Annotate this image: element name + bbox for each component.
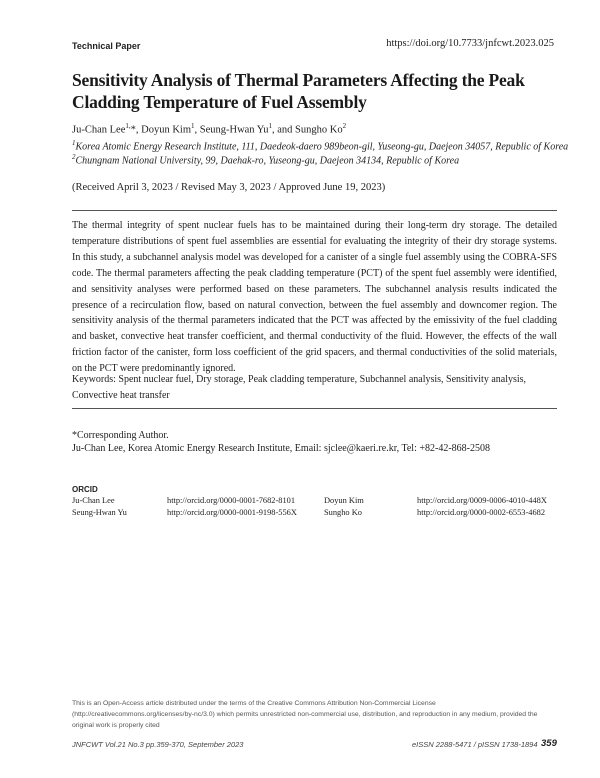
orcid-row bbox=[72, 508, 572, 520]
issn-info: eISSN 2288-5471 / pISSN 1738-1894 bbox=[412, 740, 538, 749]
paper-title: Sensitivity Analysis of Thermal Parameters Affecting the Peak Cladding Temperature of Fuel Assembly bbox=[72, 70, 525, 112]
doi-link[interactable]: https://doi.org/10.7733/jnfcwt.2023.025 bbox=[386, 38, 554, 49]
corresponding-author-label: *Corresponding Author. bbox=[72, 430, 169, 441]
submission-dates: (Received April 3, 2023 / Revised May 3, 2023 / Approved June 19, 2023) bbox=[72, 182, 386, 193]
author-affiliation-mark: 1, bbox=[125, 122, 131, 130]
orcid-row bbox=[72, 496, 572, 508]
author-affiliation-mark: 1 bbox=[268, 122, 272, 130]
orcid-author-name: Doyun Kim bbox=[324, 496, 364, 505]
orcid-author-name: Ju-Chan Lee bbox=[72, 496, 115, 505]
author-name: Ju-Chan Lee bbox=[72, 124, 126, 136]
abstract-top-divider bbox=[72, 210, 557, 211]
keywords: Keywords: Spent nuclear fuel, Dry storage, Peak cladding temperature, Subchannel analysis, Sensitivity analysis, Convective heat transfer bbox=[72, 374, 527, 401]
article-type-label: Technical Paper bbox=[72, 41, 141, 51]
page-number: 359 bbox=[541, 738, 557, 749]
license-notice: This is an Open-Access article distributed under the terms of the Creative Commons Attribution Non-Commercial License (http://creativecommons.org/licenses/by-nc/3.0) which permits unrestricted non-commercial use, distribution, and reproduction in any medium, provided the original work is properly cited bbox=[72, 700, 538, 729]
author-name: Sungho Ko bbox=[295, 124, 343, 136]
orcid-link[interactable]: http://orcid.org/0009-0006-4010-448X bbox=[417, 496, 547, 505]
affiliation-mark: 1 bbox=[72, 139, 76, 147]
author-affiliation-mark: 1 bbox=[190, 122, 195, 130]
corresponding-mark: * bbox=[130, 124, 136, 136]
author-name: Doyun Kim bbox=[141, 124, 191, 136]
affiliation-text: Chungnam National University, 99, Daehak-ro, Yuseong-gu, Daejeon 34134, Republic of Korea bbox=[75, 155, 460, 167]
orcid-heading: ORCID bbox=[72, 485, 98, 494]
orcid-author-name: Sungho Ko bbox=[324, 508, 362, 517]
affiliation bbox=[72, 139, 568, 152]
author-affiliation-mark: 2 bbox=[342, 122, 347, 130]
author-list: Ju-Chan Lee$^{1,}$*, Doyun Kim$^1$, Seung-Hwan Yu$^1$, and Sungho Ko$^2$ bbox=[72, 122, 347, 136]
orcid-link[interactable]: http://orcid.org/0000-0001-7682-8101 bbox=[167, 496, 296, 505]
abstract-text: The thermal integrity of spent nuclear fuels has to be maintained during their long-term dry storage. The detailed temperature distributions of spent fuel assemblies are essential for evaluating the integrity of their dry storage systems. In this study, a subchannel analysis model was developed for a canister of a single fuel assembly using the COBRA-SFS code. The thermal parameters affecting the peak cladding temperature (PCT) of the spent fuel assembly were identified, and sensitivity analyses were performed based on these parameters. The subchannel analysis results indicated the presence of a recirculation flow, based on natural convection, between the fuel assembly and downcomer region. The sensitivity analysis of the thermal parameters indicated that the PCT was affected by the emissivity of the fuel cladding and basket, convective heat transfer coefficient, and thermal conductivity of the fluid. However, the effects of the wall friction factor of the canister, form loss coefficient of the grid spacers, and thermal conductivities of the solid materials, on the PCT were predominantly ignored. bbox=[72, 220, 557, 375]
author-name: Seung-Hwan Yu bbox=[199, 124, 269, 136]
corresponding-author-detail: Ju-Chan Lee, Korea Atomic Energy Research Institute, Email: sjclee@kaeri.re.kr, Tel: +82-42-868-2508 bbox=[72, 443, 490, 454]
affiliation-text: Korea Atomic Energy Research Institute, 111, Daedeok-daero 989beon-gil, Yuseong-gu, Daejeon 34057, Republic of Korea bbox=[75, 141, 569, 153]
orcid-link[interactable]: http://orcid.org/0000-0002-6553-4682 bbox=[417, 508, 546, 517]
orcid-author-name: Seung-Hwan Yu bbox=[72, 508, 127, 517]
abstract-bottom-divider bbox=[72, 408, 557, 409]
affiliation bbox=[72, 153, 459, 166]
journal-citation: JNFCWT Vol.21 No.3 pp.359-370, September 2023 bbox=[72, 740, 244, 749]
orcid-link[interactable]: http://orcid.org/0000-0001-9198-556X bbox=[167, 508, 297, 517]
corresponding-author-block bbox=[72, 429, 490, 455]
affiliation-mark: 2 bbox=[72, 153, 76, 161]
